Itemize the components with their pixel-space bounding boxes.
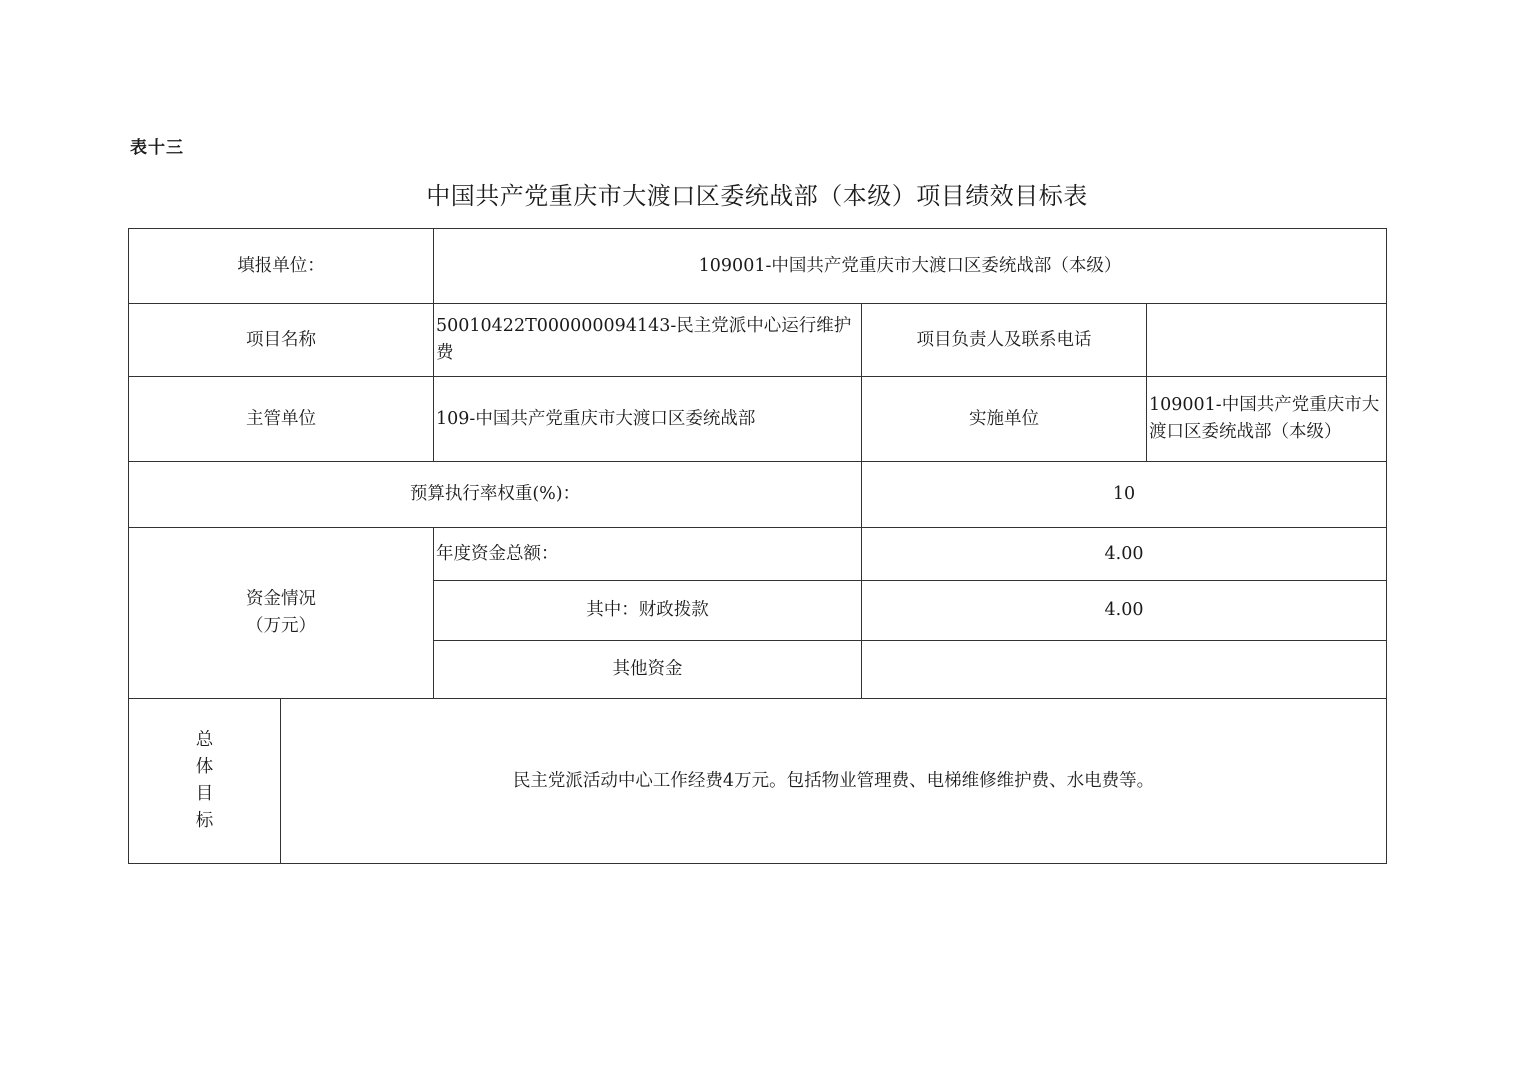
reporting-unit-value: 109001-中国共产党重庆市大渡口区委统战部（本级） — [434, 229, 1387, 304]
supervising-unit-value: 109-中国共产党重庆市大渡口区委统战部 — [434, 377, 862, 462]
implementing-unit-value: 109001-中国共产党重庆市大渡口区委统战部（本级） — [1147, 377, 1387, 462]
funds-label — [129, 528, 434, 699]
implementing-unit-label: 实施单位 — [862, 377, 1147, 462]
overall-goal-label-char: 标 — [195, 811, 214, 831]
other-funds-value — [862, 641, 1387, 699]
reporting-unit-label: 填报单位： — [129, 229, 434, 304]
budget-weight-value: 10 — [862, 462, 1387, 528]
fiscal-allocation-value: 4.00 — [862, 581, 1387, 641]
annual-total-value: 4.00 — [862, 528, 1387, 581]
project-lead-value — [1147, 304, 1387, 377]
funds-label-line1: 资金情况 — [246, 589, 316, 609]
other-funds-label: 其他资金 — [434, 641, 862, 699]
table-row — [129, 699, 1387, 864]
fiscal-allocation-label: 其中：财政拨款 — [434, 581, 862, 641]
table-row — [129, 377, 1387, 462]
overall-goal-value: 民主党派活动中心工作经费4万元。包括物业管理费、电梯维修维护费、水电费等。 — [281, 699, 1387, 864]
page-title: 中国共产党重庆市大渡口区委统战部（本级）项目绩效目标表 — [426, 182, 1088, 210]
supervising-unit-label: 主管单位 — [129, 377, 434, 462]
annual-total-label: 年度资金总额： — [434, 528, 862, 581]
table-number: 表十三 — [130, 138, 184, 158]
overall-goal-label — [129, 699, 281, 864]
funds-label-line2: （万元） — [246, 616, 316, 636]
overall-goal-label-char: 体 — [195, 757, 214, 777]
table-row — [129, 304, 1387, 377]
project-name-label: 项目名称 — [129, 304, 434, 377]
table-row — [129, 462, 1387, 528]
budget-weight-label: 预算执行率权重(%)： — [129, 462, 862, 528]
performance-target-table — [128, 228, 1387, 864]
overall-goal-label-char: 目 — [195, 784, 214, 804]
table-row — [129, 528, 1387, 581]
project-name-value: 50010422T000000094143-民主党派中心运行维护费 — [434, 304, 862, 377]
overall-goal-label-char: 总 — [195, 730, 214, 750]
table-row — [129, 229, 1387, 304]
project-lead-label: 项目负责人及联系电话 — [862, 304, 1147, 377]
